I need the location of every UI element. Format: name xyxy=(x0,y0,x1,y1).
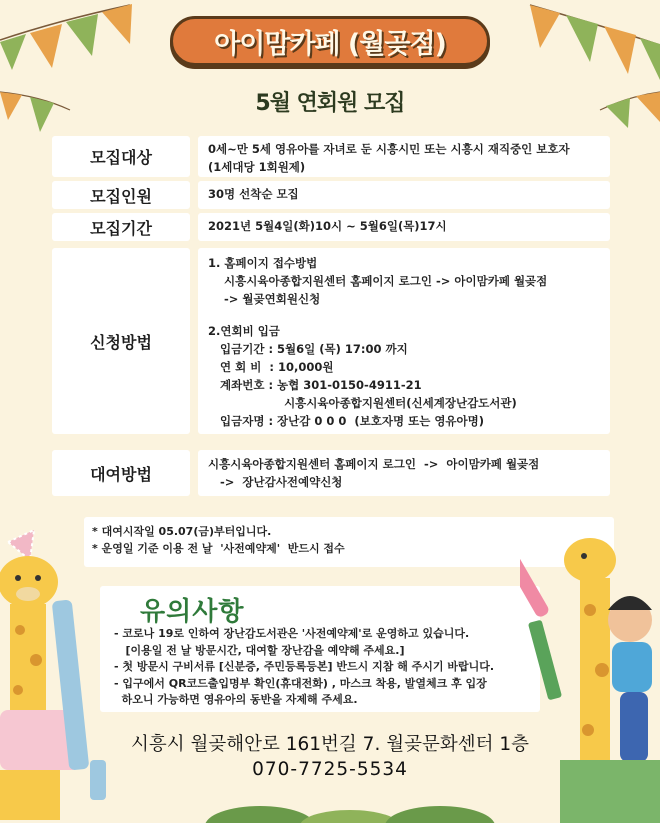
content-line: 2.연회비 입금 xyxy=(208,324,280,338)
row-content-rental xyxy=(198,450,610,496)
address-text: 시흥시 월곶해안로 161번길 7. 월곶문화센터 1층 xyxy=(131,734,529,755)
content-line: -> 장난감사전예약신청 xyxy=(208,475,343,489)
row-label-rental: 대여방법 xyxy=(52,450,190,496)
content-line: 0세~만 5세 영유아를 자녀로 둔 시흥시민 또는 시흥시 재직중인 보호자 xyxy=(208,142,570,156)
content-line: 입금기간 : 5월6일 (목) 17:00 까지 xyxy=(208,342,408,356)
note-line: * 운영일 기준 이용 전 날 '사전예약제' 반드시 접수 xyxy=(92,542,345,555)
page-subtitle: 5월 연회원 모집 xyxy=(255,91,405,116)
row-label-capacity: 모집인원 xyxy=(52,181,190,209)
title-banner xyxy=(170,16,490,66)
row-content-capacity xyxy=(198,181,610,209)
content-line: 시흥시육아종합지원센터 홈페이지 로그인 -> 아이맘카페 월곶점 xyxy=(208,457,540,471)
content-line: 입금자명 : 장난감 0 0 0 (보호자명 또는 영유아명) xyxy=(208,414,485,428)
content-line: (1세대당 1회원제) xyxy=(208,160,306,174)
note-line: * 대여시작일 05.07(금)부터입니다. xyxy=(92,525,272,538)
row-label-target: 모집대상 xyxy=(52,136,190,177)
caution-title: 유의사항 xyxy=(140,597,245,627)
page-title: 아이맘카페 (월곶점) xyxy=(214,28,446,60)
row-label-period: 모집기간 xyxy=(52,213,190,241)
content-line: 계좌번호 : 농협 301-0150-4911-21 xyxy=(208,378,422,392)
content-line: 시흥시육아종합지원센터(신세계장난감도서관) xyxy=(208,396,517,410)
bush-decoration xyxy=(200,796,500,823)
content-line: 연 회 비 : 10,000원 xyxy=(208,360,334,374)
content-line: 30명 선착순 모집 xyxy=(208,187,299,201)
content-line: -> 월곶연회원신청 xyxy=(208,292,321,306)
content-line: 시흥시육아종합지원센터 홈페이지 로그인 -> 아이맘카페 월곶점 xyxy=(208,274,548,288)
caution-line: - 첫 방문시 구비서류 [신분증, 주민등록등본] 반드시 지참 해 주시기 바랍니다. xyxy=(114,660,495,673)
caution-line: - 코로나 19로 인하여 장난감도서관은 '사전예약제'로 운영하고 있습니다. xyxy=(114,627,470,640)
caution-line: [이용일 전 날 방문시간, 대여할 장난감을 예약해 주세요.] xyxy=(114,643,405,657)
row-content-target xyxy=(198,136,610,177)
caution-line: 하오니 가능하면 영유아의 동반을 자제해 주세요. xyxy=(114,693,358,706)
caution-line: - 입구에서 QR코드출입명부 확인(휴대전화) , 마스크 착용, 발열체크 후 입장 xyxy=(114,676,487,690)
content-line: 2021년 5월4일(화)10시 ~ 5월6일(목)17시 xyxy=(208,219,447,233)
row-content-apply xyxy=(198,248,610,434)
phone-number: 070-7725-5534 xyxy=(252,759,408,780)
row-content-period xyxy=(198,213,610,241)
row-label-apply: 신청방법 xyxy=(52,248,190,434)
content-line xyxy=(208,308,600,322)
content-line: 1. 홈페이지 접수방법 xyxy=(208,256,318,270)
